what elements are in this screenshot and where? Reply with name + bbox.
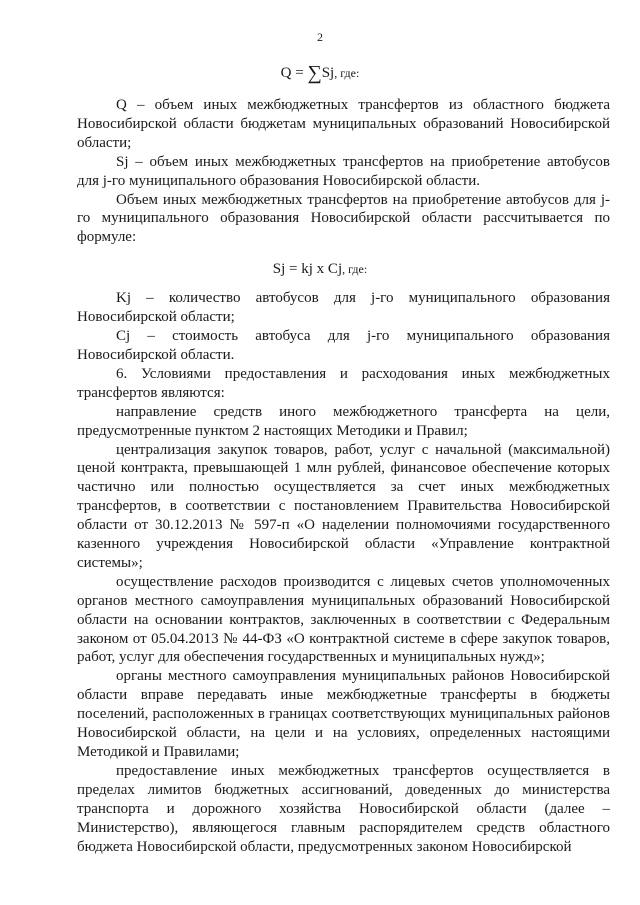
- formula-space-2: [77, 268, 610, 289]
- paragraph-direction: направление средств иного межбюджетного трансферта на цели, предусмотренные пунктом 2 настоящих Методики и Правил;: [77, 403, 610, 439]
- paragraph-item-6: 6. Условиями предоставления и расходования иных межбюджетных трансфертов являются:: [77, 365, 610, 401]
- paragraph-cj-definition: Cj – стоимость автобуса для j-го муниципального образования Новосибирской области.: [77, 328, 610, 363]
- paragraph-centralization: централизация закупок товаров, работ, услуг с начальной (максимальной) ценой контракта, превышающей 1 млн рублей, финансовое обеспечение которых частично или полностью осуществляется за счет иных межбюджетных трансфертов, в соответствии с постановлением Правительства Новосибирской области от 30.12.2013 № 597-п «О наделении полномочиями государственного казенного учреждения Новосибирской области «Управление контрактной системы»;: [77, 441, 610, 571]
- paragraph-kj-definition: Kj – количество автобусов для j-го муниципального образования Новосибирской области;: [77, 290, 610, 326]
- document-body: [77, 96, 610, 856]
- paragraph-calculation: Объем иных межбюджетных трансфертов на приобретение автобусов для j-го муниципального образования Новосибирской области рассчитывается по формуле:: [77, 191, 610, 246]
- paragraph-sj-definition: Sj – объем иных межбюджетных трансфертов на приобретение автобусов для j-го муниципального образования Новосибирской области.: [77, 153, 610, 189]
- formula-space: [77, 247, 610, 268]
- paragraph-provision: предоставление иных межбюджетных трансфертов осуществляется в пределах лимитов бюджетных ассигнований, доведенных до министерства транспорта и дорожного хозяйства Новосибирской области (далее – Министерство), являющегося главным распорядителем средств областного бюджета Новосибирской области, предусмотренных законом Новосибирской: [77, 762, 610, 855]
- formula-q-rhs: Sj: [321, 65, 335, 81]
- paragraph-q-definition: Q – объем иных межбюджетных трансфертов из областного бюджета Новосибирской области бюджетам муниципальных образований Новосибирской области;: [77, 97, 610, 151]
- formula-sj-main: Sj = kj x Cj: [272, 261, 343, 277]
- page-number: 2: [317, 30, 323, 44]
- formula-q-suffix: , где:: [334, 66, 360, 80]
- sigma-symbol: ∑: [307, 62, 322, 84]
- paragraph-expenses: осуществление расходов производится с лицевых счетов уполномоченных органов местного самоуправления муниципальных образований Новосибирской области на основании контрактов, заключенных в соответствии с Федеральным законом от 05.04.2013 № 44-ФЗ «О контрактной системе в сфере закупок товаров, работ, услуг для обеспечения государственных и муниципальных нужд»;: [77, 573, 610, 666]
- formula-q: [0, 62, 640, 85]
- formula-q-lhs: Q =: [280, 65, 308, 81]
- formula-sj-suffix: , где:: [342, 262, 368, 276]
- paragraph-organs: органы местного самоуправления муниципальных районов Новосибирской области вправе передавать иные межбюджетные трансферты в бюджеты поселений, расположенных в границах соответствующих муниципальных районов Новосибирской области, на цели и на условиях, определенных настоящими Методикой и Правилами;: [77, 668, 610, 760]
